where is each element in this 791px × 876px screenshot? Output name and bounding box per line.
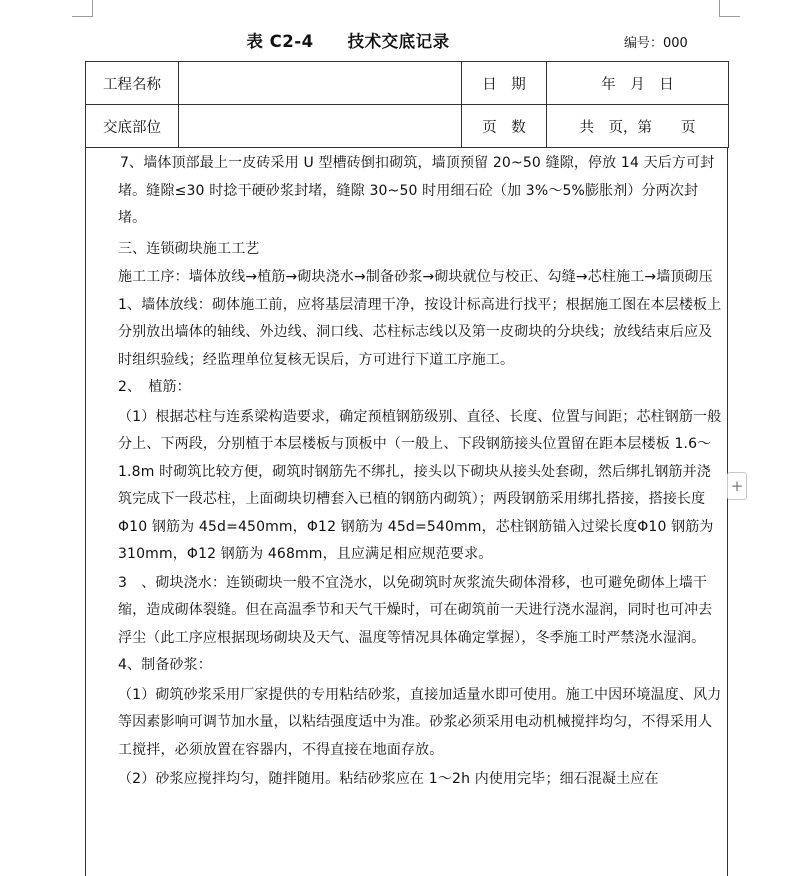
- serial-value: 000: [663, 36, 688, 51]
- page-count-label: 页 数: [462, 105, 547, 148]
- part-label: 交底部位: [86, 105, 179, 148]
- paragraph-wall-top: 7、墙体顶部最上一皮砖采用 U 型槽砖倒扣砌筑，墙顶预留 20~50 缝隙，停放 14 天后方可封堵。缝隙≤30 时捻干硬砂浆封堵，缝隙 30~50 时用细石砼（加 3%～5%膨胀剂）分两次封堵。: [118, 155, 715, 226]
- document-header: [88, 28, 728, 56]
- paragraph-rebar-heading: 2、 植筋：: [118, 379, 191, 395]
- page-count-field[interactable]: 共 页，第 页: [547, 105, 729, 148]
- date-field[interactable]: 年 月 日: [547, 62, 729, 105]
- table-row: [86, 105, 729, 148]
- project-name-field[interactable]: [179, 62, 462, 105]
- document-title: 技术交底记录: [347, 32, 450, 51]
- table-number: 表 C2-4: [246, 32, 314, 51]
- serial-label: 编号：: [624, 36, 664, 51]
- crop-mark-top-left: [92, 0, 93, 16]
- crop-mark-top-right: [719, 0, 720, 16]
- paragraph-mortar-1: （1）砌筑砂浆采用厂家提供的专用粘结砂浆，直接加适量水即可使用。施工中因环境温度、风力等因素影响可调节加水量，以粘结强度适中为准。砂浆必须采用电动机械搅拌均匀，不得采用人工搅拌，必须放置在容器内，不得直接在地面存放。: [118, 686, 722, 758]
- paragraph-mortar-heading: 4、制备砂浆：: [118, 657, 212, 673]
- serial-number: [624, 32, 688, 51]
- paragraph-procedure: 施工工序：墙体放线→植筋→砌块浇水→制备砂浆→砌块就位与校正、勾缝→芯柱施工→墙顶砌压: [118, 269, 713, 285]
- content-border-left: [85, 148, 86, 876]
- paragraph-watering: 3 、砌块浇水：连锁砌块一般不宜浇水，以免砌筑时灰浆流失砌体滑移，也可避免砌体上墙干缩，造成砌体裂缝。但在高温季节和天气干燥时，可在砌筑前一天进行浇水湿润，同时也可冲去浮尘（此工序应根据现场砌块及天气、温度等情况具体确定掌握），冬季施工时严禁浇水湿润。: [118, 574, 713, 646]
- page-title: [88, 28, 608, 52]
- paragraph-mortar-2: （2）砂浆应搅拌均匀，随拌随用。粘结砂浆应在 1～2h 内使用完毕；细石混凝土应在: [118, 771, 659, 787]
- paragraph-layout-marking: 1、墙体放线：砌体施工前，应将基层清理干净，按设计标高进行找平；根据施工图在本层楼板上分别放出墙体的轴线、外边线、洞口线、芯柱标志线以及第一皮砌块的分块线；放线结束后应及时组织验线；经监理单位复核无误后，方可进行下道工序施工。: [118, 296, 722, 368]
- disclosure-content[interactable]: [118, 150, 722, 794]
- crop-mark-top-left-h: [72, 16, 93, 17]
- table-row: [86, 62, 729, 105]
- content-border-right: [727, 148, 728, 876]
- part-field[interactable]: [179, 105, 462, 148]
- paragraph-rebar-detail: （1）根据芯柱与连系梁构造要求，确定预植钢筋级别、直径、长度、位置与间距；芯柱钢筋一般分上、下两段，分别植于本层楼板与顶板中（一般上、下段钢筋接头位置留在距本层楼板 1.6～1.8m 时砌筑比较方便，砌筑时钢筋先不绑扎，接头以下砌块从接头处套砌，然后绑扎钢筋并浇筑完成下一段芯柱，上面砌块切槽套入已植的钢筋内砌筑）；两段钢筋采用绑扎搭接，搭接长度Φ10 钢筋为 45d=450mm，Φ12 钢筋为 45d=540mm，芯柱钢筋锚入过梁长度Φ10 钢筋为 310mm，Φ12 钢筋为 468mm，且应满足相应规范要求。: [118, 408, 722, 562]
- date-label: 日 期: [462, 62, 547, 105]
- project-name-label: 工程名称: [86, 62, 179, 105]
- expand-plus-button[interactable]: +: [727, 472, 747, 500]
- record-header-table: [85, 61, 729, 148]
- crop-mark-top-right-h: [719, 16, 740, 17]
- section-heading: 三、连锁砌块施工工艺: [118, 240, 260, 257]
